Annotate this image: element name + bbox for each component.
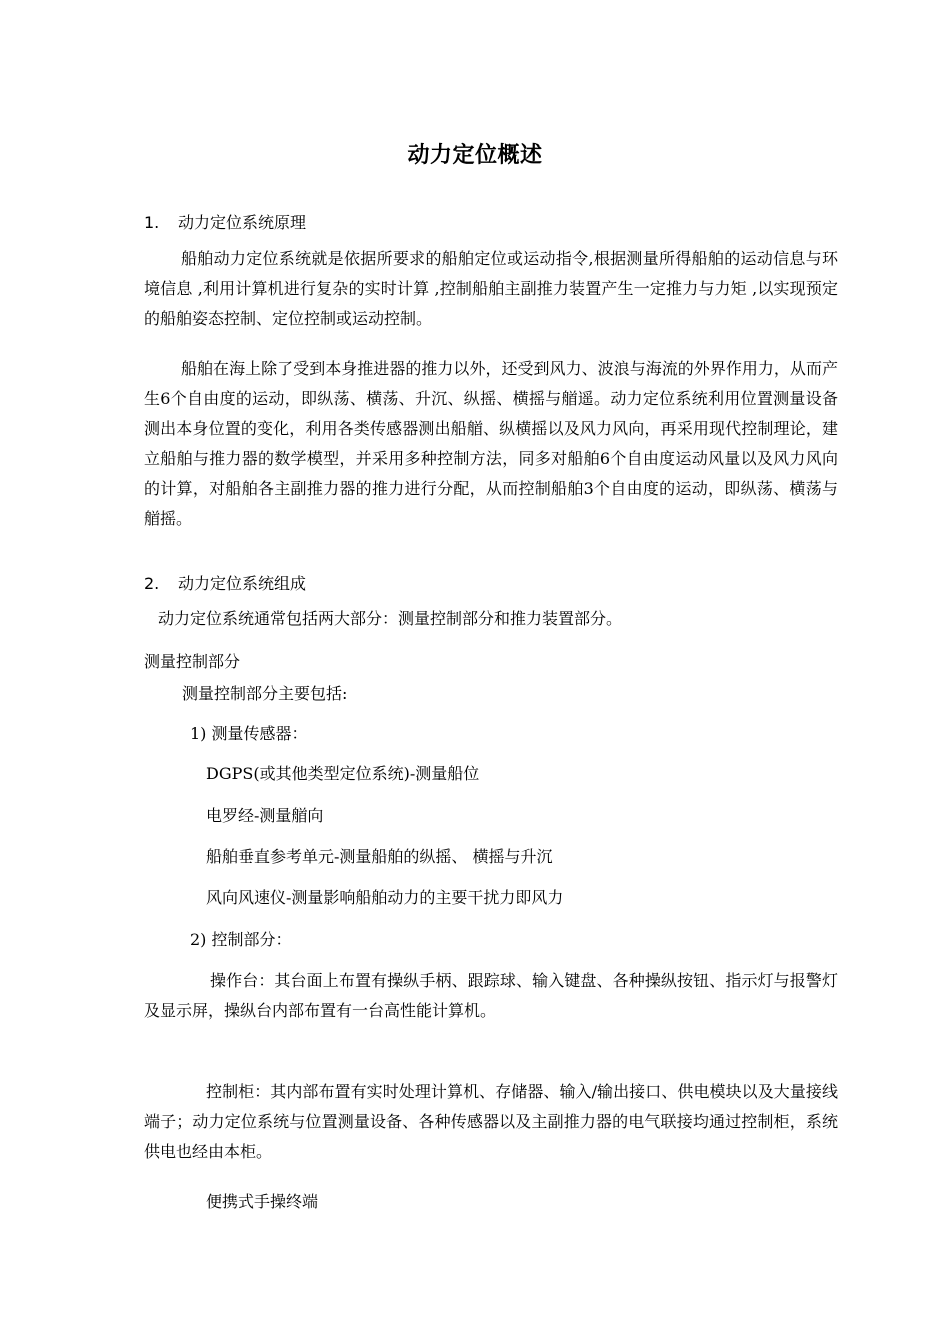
sensor-item: DGPS(或其他类型定位系统)-测量船位 [206, 764, 480, 783]
console-paragraph: 操作台：其台面上布置有操纵手柄、跟踪球、输入键盘、各种操纵按钮、指示灯与报警灯及显示屏，操纵台内部布置有一台高性能计算机。 [144, 971, 838, 1020]
section-1-heading [144, 211, 306, 235]
measurement-control-intro: 测量控制部分主要包括: [182, 684, 348, 703]
control-list-title: 2) 控制部分： [190, 930, 292, 949]
sensor-item: 电罗经-测量艏向 [206, 806, 324, 825]
sensor-item: 风向风速仪-测量影响船舶动力的主要干扰力即风力 [206, 888, 564, 907]
section-2-intro: 动力定位系统通常包括两大部分：测量控制部分和推力装置部分。 [158, 609, 623, 628]
section-1-number: 1. [144, 213, 160, 232]
section-1-paragraph-1: 船舶动力定位系统就是依据所要求的船舶定位或运动指令,根据测量所得船舶的运动信息与环境信息 ,利用计算机进行复杂的实时计算 ,控制船舶主副推力装置产生一定推力与力矩 ,以实现预定的船舶姿态控制、定位控制或运动控制。 [144, 249, 838, 328]
section-1-paragraph-2: 船舶在海上除了受到本身推进器的推力以外，还受到风力、波浪与海流的外界作用力，从而产生6个自由度的运动，即纵荡、横荡、升沉、纵摇、横摇与艏遥。动力定位系统利用位置测量设备测出本身位置的变化，利用各类传感器测出船艏、纵横摇以及风力风向，再采用现代控制理论，建立船舶与推力器的数学模型，并采用多种控制方法，同多对船舶6个自由度运动风量以及风力风向的计算，对船舶各主副推力器的推力进行分配，从而控制船舶3个自由度的运动，即纵荡、横荡与艏摇。 [144, 359, 838, 528]
cabinet-paragraph: 控制柜：其内部布置有实时处理计算机、存储器、输入/输出接口、供电模块以及大量接线端子；动力定位系统与位置测量设备、各种传感器以及主副推力器的电气联接均通过控制柜，系统供电也经由本柜。 [144, 1082, 838, 1161]
measurement-control-subheading: 测量控制部分 [144, 652, 241, 671]
section-2-number: 2. [144, 574, 160, 593]
section-1-title: 动力定位系统原理 [178, 213, 307, 232]
sensor-item: 船舶垂直参考单元-测量船舶的纵摇、 横摇与升沉 [206, 847, 553, 866]
document-title: 动力定位概述 [407, 143, 543, 168]
handheld-terminal-item: 便携式手操终端 [206, 1192, 319, 1211]
section-2-title: 动力定位系统组成 [178, 574, 307, 593]
sensors-list-title: 1) 测量传感器： [190, 724, 308, 743]
section-2-heading [144, 572, 306, 596]
